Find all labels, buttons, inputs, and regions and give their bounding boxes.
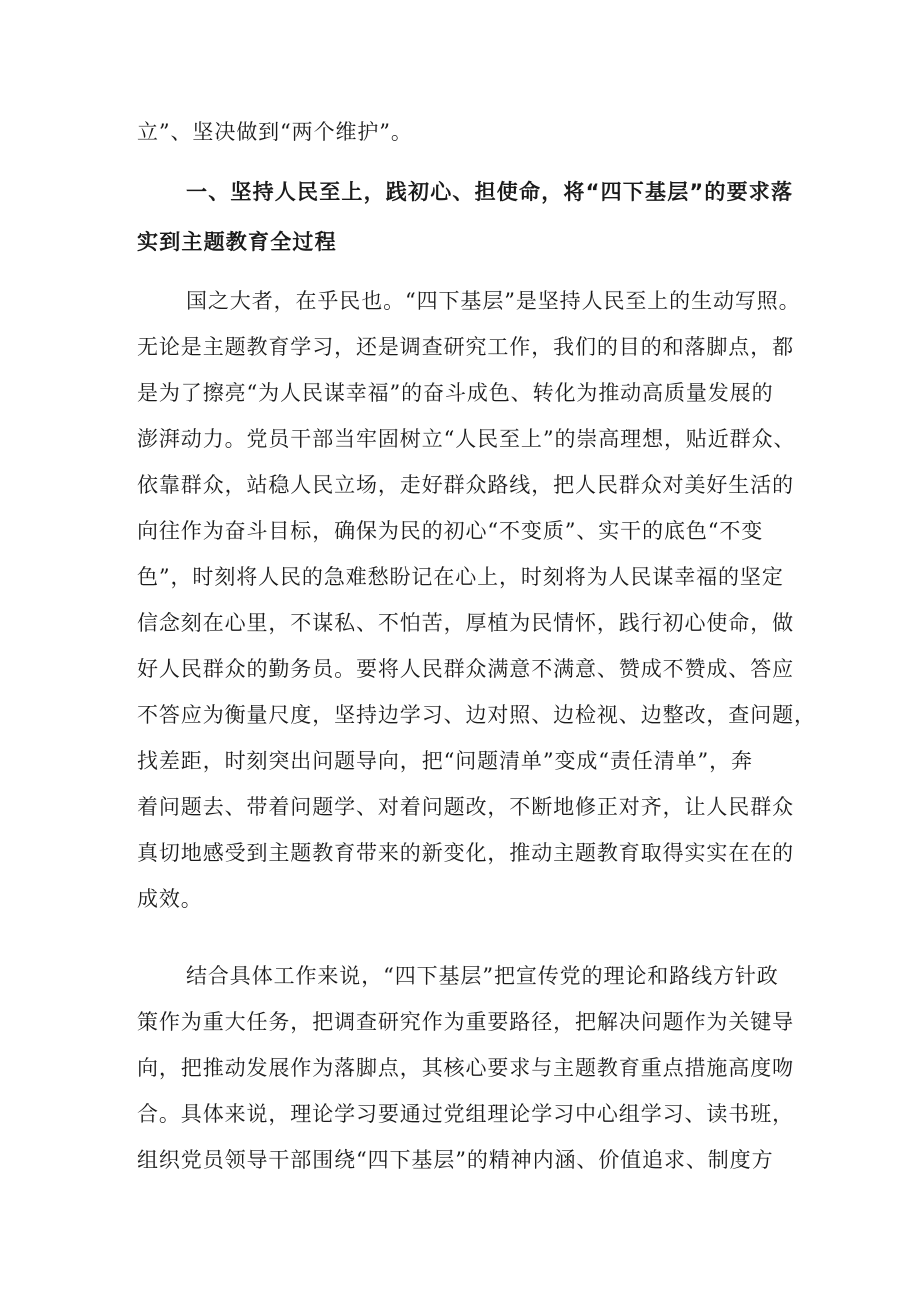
paragraph-line: 国之大者，在乎民也。“四下基层”是坚持人民至上的生动写照。 [186,289,801,313]
paragraph-line: 着问题去、带着问题学、对着问题改，不断地修正对齐，让人民群众 [137,795,794,819]
paragraph-line: 色”，时刻将人民的急难愁盼记在心上，时刻将为人民谋幸福的坚定 [137,565,784,589]
paragraph-line: 结合具体工作来说，“四下基层”把宣传党的理论和路线方针政 [186,964,779,988]
paragraph-line: 无论是主题教育学习，还是调查研究工作，我们的目的和落脚点，都 [137,335,794,359]
paragraph-line: 成效。 [137,887,203,911]
paragraph-line: 依靠群众，站稳人民立场，走好群众路线，把人民群众对美好生活的 [137,473,794,497]
paragraph-line: 真切地感受到主题教育带来的新变化，推动主题教育取得实实在在的 [137,841,794,865]
paragraph-line: 组织党员领导干部围绕“四下基层”的精神内涵、价值追求、制度方 [137,1148,774,1172]
paragraph-line: 信念刻在心里，不谋私、不怕苦，厚植为民情怀，践行初心使命，做 [137,611,794,635]
paragraph-line: 找差距，时刻突出问题导向，把“问题清单”变成“责任清单”，奔 [137,749,753,773]
paragraph-line: 不答应为衡量尺度，坚持边学习、边对照、边检视、边整改，查问题， [137,703,816,727]
paragraph-line: 向，把推动发展作为落脚点，其核心要求与主题教育重点措施高度吻 [137,1056,794,1080]
paragraph-line: 是为了擦亮“为人民谋幸福”的奋斗成色、转化为推动高质量发展的 [137,381,774,405]
paragraph-line: 向往作为奋斗目标，确保为民的初心“不变质”、实干的底色“不变 [137,519,764,543]
paragraph-line: 策作为重大任务，把调查研究作为重要路径，把解决问题作为关键导 [137,1010,794,1034]
paragraph-line: 好人民群众的勤务员。要将人民群众满意不满意、赞成不赞成、答应 [137,657,794,681]
text-line: 立”、坚决做到“两个维护”。 [137,120,413,144]
paragraph-line: 澎湃动力。党员干部当牢固树立“人民至上”的崇高理想，贴近群众、 [137,427,796,451]
section-heading-line: 一、坚持人民至上，践初心、担使命，将“四下基层”的要求落 [186,180,794,204]
section-heading-line: 实到主题教育全过程 [137,230,337,254]
paragraph-line: 合。具体来说，理论学习要通过党组理论学习中心组学习、读书班， [137,1102,794,1126]
